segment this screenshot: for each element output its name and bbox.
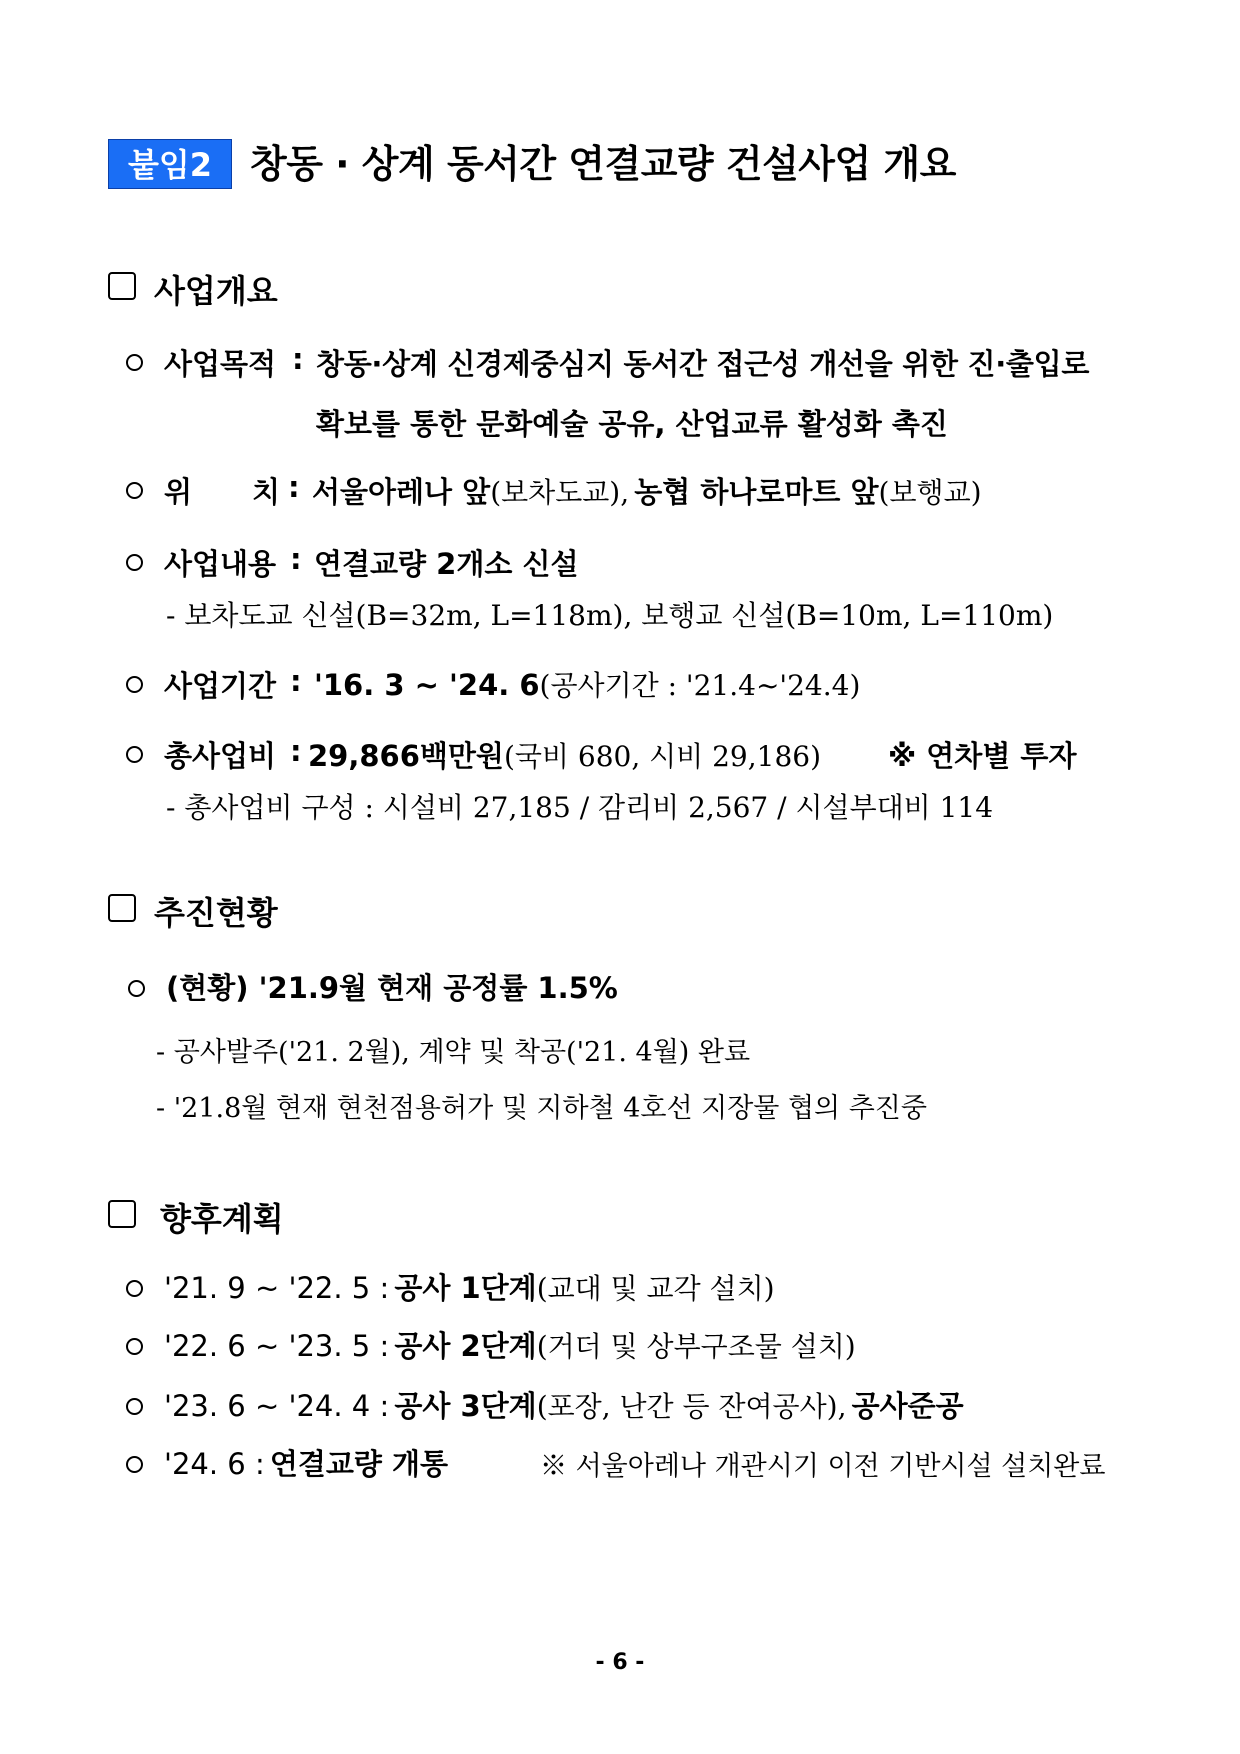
circle-bullet-icon (126, 1280, 143, 1297)
section-heading-overview: 사업개요 (154, 272, 278, 310)
location-bridge2-type: (보행교) (878, 476, 982, 509)
plan-period: '22. 6 ~ '23. 5 : (164, 1329, 390, 1363)
period-construction: (공사기간 : '21.4~'24.4) (539, 669, 861, 702)
cost-colon: : (290, 734, 302, 768)
purpose-label: 사업목적 (164, 347, 277, 381)
plan-stage: 연결교량 개통 (269, 1447, 449, 1481)
content-value: 연결교량 2개소 신설 (314, 547, 579, 581)
period-value (314, 664, 860, 704)
progress-detail-2: - '21.8월 현재 현천점용허가 및 지하철 4호선 지장물 협의 추진중 (156, 1093, 927, 1124)
period-range: '16. 3 ~ '24. 6 (314, 668, 540, 702)
content-label: 사업내용 (164, 547, 277, 581)
location-colon: : (288, 470, 300, 504)
plan-detail: (포장, 난간 등 잔여공사), (536, 1390, 847, 1423)
plan-period: '23. 6 ~ '24. 4 : (164, 1389, 390, 1423)
plan-stage: 공사 1단계 (394, 1271, 537, 1305)
checkbox-square-icon (108, 894, 136, 922)
circle-bullet-icon (126, 676, 143, 693)
plan-item (164, 1442, 448, 1483)
attachment-badge: 붙임2 (108, 139, 232, 189)
plan-item (164, 1324, 856, 1365)
content-colon: : (290, 542, 302, 576)
checkbox-square-icon (108, 1200, 136, 1228)
circle-bullet-icon (128, 980, 145, 997)
plan-period: '24. 6 : (164, 1447, 265, 1481)
plan-item (164, 1266, 775, 1307)
location-label-b: 치 (252, 475, 281, 509)
cost-label: 총사업비 (164, 739, 277, 773)
section-heading-progress: 추진현황 (154, 894, 278, 932)
progress-detail-1: - 공사발주('21. 2월), 계약 및 착공('21. 4월) 완료 (156, 1037, 751, 1068)
location-bridge1-type: (보차도교), (490, 476, 630, 509)
content-detail: - 보차도교 신설(B=32m, L=118m), 보행교 신설(B=10m, L=110m) (166, 599, 1054, 632)
section-heading-plan: 향후계획 (160, 1200, 284, 1238)
cost-detail: - 총사업비 구성 : 시설비 27,185 / 감리비 2,567 / 시설부대비 114 (166, 791, 994, 824)
circle-bullet-icon (126, 1338, 143, 1355)
plan-stage: 공사 3단계 (394, 1389, 537, 1423)
purpose-line1: 창동·상계 신경제중심지 동서간 접근성 개선을 위한 진·출입로 (316, 347, 1090, 381)
purpose-colon: : (292, 342, 304, 376)
period-label: 사업기간 (164, 669, 277, 703)
plan-period: '21. 9 ~ '22. 5 : (164, 1271, 390, 1305)
circle-bullet-icon (126, 354, 143, 371)
period-colon: : (290, 664, 302, 698)
plan-item (164, 1384, 964, 1425)
cost-total: 29,866백만원 (308, 739, 504, 773)
circle-bullet-icon (126, 746, 143, 763)
circle-bullet-icon (126, 554, 143, 571)
circle-bullet-icon (126, 1398, 143, 1415)
location-bridge1: 서울아레나 앞 (312, 475, 491, 509)
location-value (312, 470, 982, 511)
location-label-a: 위 (164, 475, 193, 509)
plan-detail: (거더 및 상부구조물 설치) (536, 1330, 856, 1363)
cost-breakdown: (국비 680, 시비 29,186) (503, 740, 822, 773)
checkbox-square-icon (108, 272, 136, 300)
cost-note: ※ 연차별 투자 (888, 739, 1077, 773)
circle-bullet-icon (126, 1456, 143, 1473)
plan-stage: 공사 2단계 (394, 1329, 537, 1363)
plan-note: ※ 서울아레나 개관시기 이전 기반시설 설치완료 (540, 1451, 1106, 1482)
cost-value (308, 734, 821, 775)
purpose-line2: 확보를 통한 문화예술 공유, 산업교류 활성화 촉진 (316, 407, 948, 441)
page-title: 창동 · 상계 동서간 연결교량 건설사업 개요 (250, 142, 956, 186)
plan-detail: (교대 및 교각 설치) (536, 1272, 775, 1305)
progress-status: (현황) '21.9월 현재 공정률 1.5% (166, 971, 618, 1005)
plan-completion: 공사준공 (851, 1389, 964, 1423)
page-number: - 6 - (595, 1650, 645, 1675)
circle-bullet-icon (126, 482, 143, 499)
location-bridge2: 농협 하나로마트 앞 (634, 475, 879, 509)
